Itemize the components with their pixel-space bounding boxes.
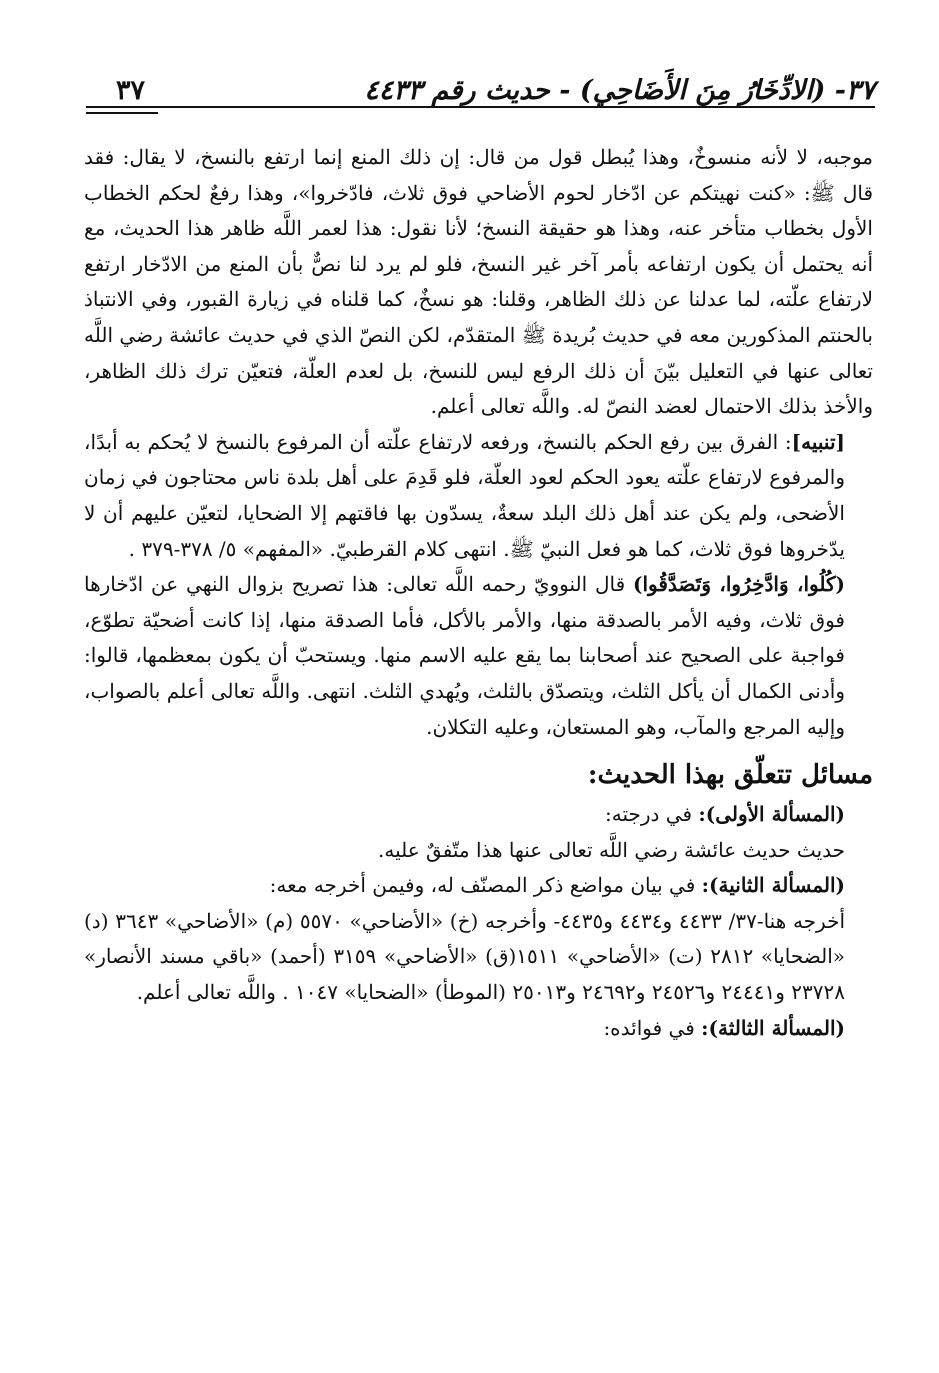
issue-three-title: في فوائده:: [603, 1015, 702, 1040]
issue-one: [84, 797, 873, 833]
issue-two: [84, 868, 873, 904]
issue-three-label: (المسألة الثالثة):: [701, 1015, 845, 1040]
page-body: [84, 140, 873, 1046]
issue-two-text: أخرجه هنا-٣٧/ ٤٤٣٣ و٤٤٣٤ و٤٤٣٥- وأخرجه (خ) «الأضاحي» ٥٥٧٠ (م) «الأضاحي» ٣٦٤٣ (د) «الضحايا» ٢٨١٢ (ت) «الأضاحي» ١٥١١(ق) «الأضاحي» ٣١٥٩ (أحمد) «باقي مسند الأنصار» ٢٣٧٢٨ و٢٤٤٤١ و٢٤٥٢٦ و٢٤٦٩٢ و٢٥٠١٣ (الموطأ) «الضحايا» ١٠٤٧ . واللَّه تعالى أعلم.: [84, 908, 845, 1005]
page-header: [86, 62, 875, 106]
issue-two-title: في بيان مواضع ذكر المصنّف له، وفيمن أخرجه معه:: [269, 873, 702, 898]
hadith-phrase: (كُلُوا، وَادَّخِرُوا، وَتَصَدَّقُوا): [633, 572, 845, 597]
hadith-phrase-commentary: قال النوويّ رحمه اللَّه تعالى: هذا تصريح بزوال النهي عن ادّخارها فوق ثلاث، وفيه الأمر بالصدقة منها، والأمر بالأكل، فأما الصدقة منها، إذا كانت أضحيّة تطوّع، فواجبة على الصحيح عند أصحابنا بما يقع عليه الاسم منها. ويستحبّ أن يكون بمعظمها، قالوا: وأدنى الكمال أن يأكل الثلث، ويتصدّق بالثلث، ويُهدي الثلث. انتهى. واللَّه تعالى أعلم بالصواب، وإليه المرجع والمآب، وهو المستعان، وعليه التكلان.: [84, 572, 845, 739]
issue-two-label: (المسألة الثانية):: [701, 873, 845, 898]
header-rule: [86, 106, 875, 108]
issue-one-text: حديث حديث عائشة رضي اللَّه تعالى عنها هذا متّفقٌ عليه.: [378, 837, 845, 862]
page-number: ٣٧: [116, 75, 146, 106]
header-rule-short: [86, 112, 158, 114]
note-label: [تنبيه]: [791, 429, 845, 454]
paragraph-hadith-phrase: [84, 567, 873, 745]
paragraph-commentary: موجبه، لا لأنه منسوخٌ، وهذا يُبطل قول من قال: إن ذلك المنع إنما ارتفع بالنسخ، لا يقال: فقد قال ﷺ: «كنت نهيتكم عن ادّخار لحوم الأضاحي فوق ثلاث، فادّخروا»، وهذا رفعٌ لحكم الخطاب الأول بخطاب متأخر عنه، وهذا هو حقيقة النسخ؛ لأنا نقول: هذا لعمر اللَّه ظاهر هذا الحديث، مع أنه يحتمل أن يكون ارتفاعه بأمر آخر غير النسخ، فلو لم يرد لنا نصٌّ بأن المنع من الادّخار ارتفع لارتفاع علّته، لما عدلنا عن ذلك الظاهر، وقلنا: هو نسخٌ، كما قلناه في زيارة القبور، وفي الانتباذ بالحنتم المذكورين معه في حديث بُريدة ﷺ المتقدّم، لكن النصّ الذي في حديث عائشة رضي اللَّه تعالى عنها في التعليل بيّنَ أن ذلك الرفع ليس للنسخ، بل لعدم العلّة، فتعيّن ترك ذلك الظاهر، والأخذ بذلك الاحتمال لعضد النصّ له. واللَّه تعالى أعلم.: [84, 145, 873, 419]
issue-one-label: (المسألة الأولى):: [698, 802, 845, 827]
paragraph-note: [84, 425, 873, 567]
issue-three: [84, 1011, 873, 1047]
section-heading: مسائل تتعلّق بهذا الحديث:: [587, 760, 873, 791]
issue-one-title: في درجته:: [605, 802, 699, 827]
running-title: ٣٧- (الادِّخَارُ مِنَ الأَضَاحِي) - حديث رقم ٤٤٣٣: [364, 75, 875, 106]
note-text: : الفرق بين رفع الحكم بالنسخ، ورفعه لارتفاع علّته أن المرفوع بالنسخ لا يُحكم به أبدًا، والمرفوع لارتفاع علّته يعود الحكم لعود العلّة، فلو قَدِمَ على أهل بلدة ناس محتاجون في زمان الأضحى، ولم يكن عند أهل ذلك البلد سعةٌ، يسدّون بها فاقتهم إلا الضحايا، لتعيّن عليهم أن لا يدّخروها فوق ثلاث، كما هو فعل النبيّ ﷺ. انتهى كلام القرطبيّ. «المفهم» ٥/ ٣٧٨-٣٧٩ .: [84, 429, 845, 561]
